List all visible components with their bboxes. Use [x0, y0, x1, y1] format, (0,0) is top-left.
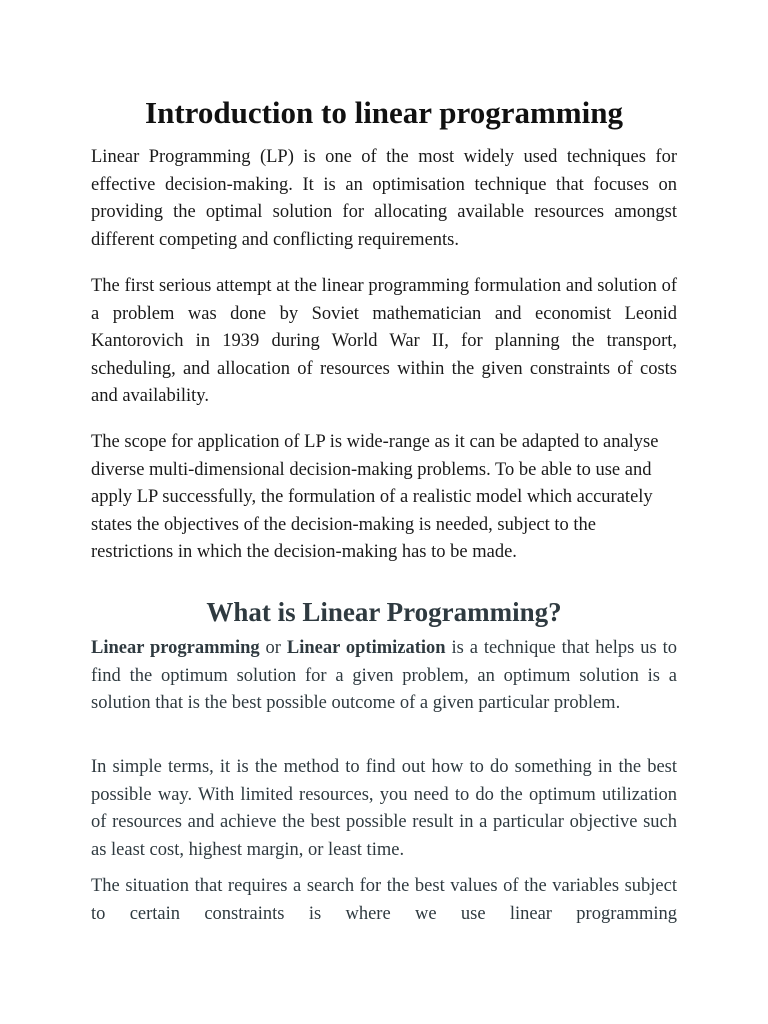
- definition-connector: or: [259, 638, 287, 658]
- section-title: What is Linear Programming?: [206, 597, 562, 627]
- situation-paragraph: The situation that requires a search for the best values of the variables subject to certain constraints is where we use linear programming: [91, 876, 677, 924]
- history-paragraph: The first serious attempt at the linear programming formulation and solution of a problem was done by Soviet mathematician and economist Leonid Kantorovich in 1939 during World War II, for planning the transport, scheduling, and allocation of resources within the given constraints of costs and availability.: [91, 276, 677, 407]
- definition-paragraph: [91, 635, 677, 718]
- page-title: Introduction to linear programming: [145, 95, 623, 130]
- definition-text: is a technique that helps us to find the optimum solution for a given problem, an optimum solution is a solution that is the best possible outcome of a given particular problem.: [91, 638, 677, 714]
- intro-paragraph: Linear Programming (LP) is one of the most widely used techniques for effective decision-making. It is an optimisation technique that focuses on providing the optimal solution for allocating available resources amongst different competing and conflicting requirements.: [91, 147, 677, 250]
- scope-paragraph: The scope for application of LP is wide-range as it can be adapted to analyse diverse multi-dimensional decision-making problems. To be able to use and apply LP successfully, the formulation of a realistic model which accurately states the objectives of the decision-making is needed, subject to the restrictions in which the decision-making has to be made.: [91, 432, 659, 563]
- simple-terms-paragraph: In simple terms, it is the method to find out how to do something in the best possible way. With limited resources, you need to do the optimum utilization of resources and achieve the best possible result in a particular objective such as least cost, highest margin, or least time.: [91, 757, 677, 860]
- term-linear-programming: Linear programming: [91, 638, 260, 658]
- term-linear-optimization: Linear optimization: [286, 638, 446, 658]
